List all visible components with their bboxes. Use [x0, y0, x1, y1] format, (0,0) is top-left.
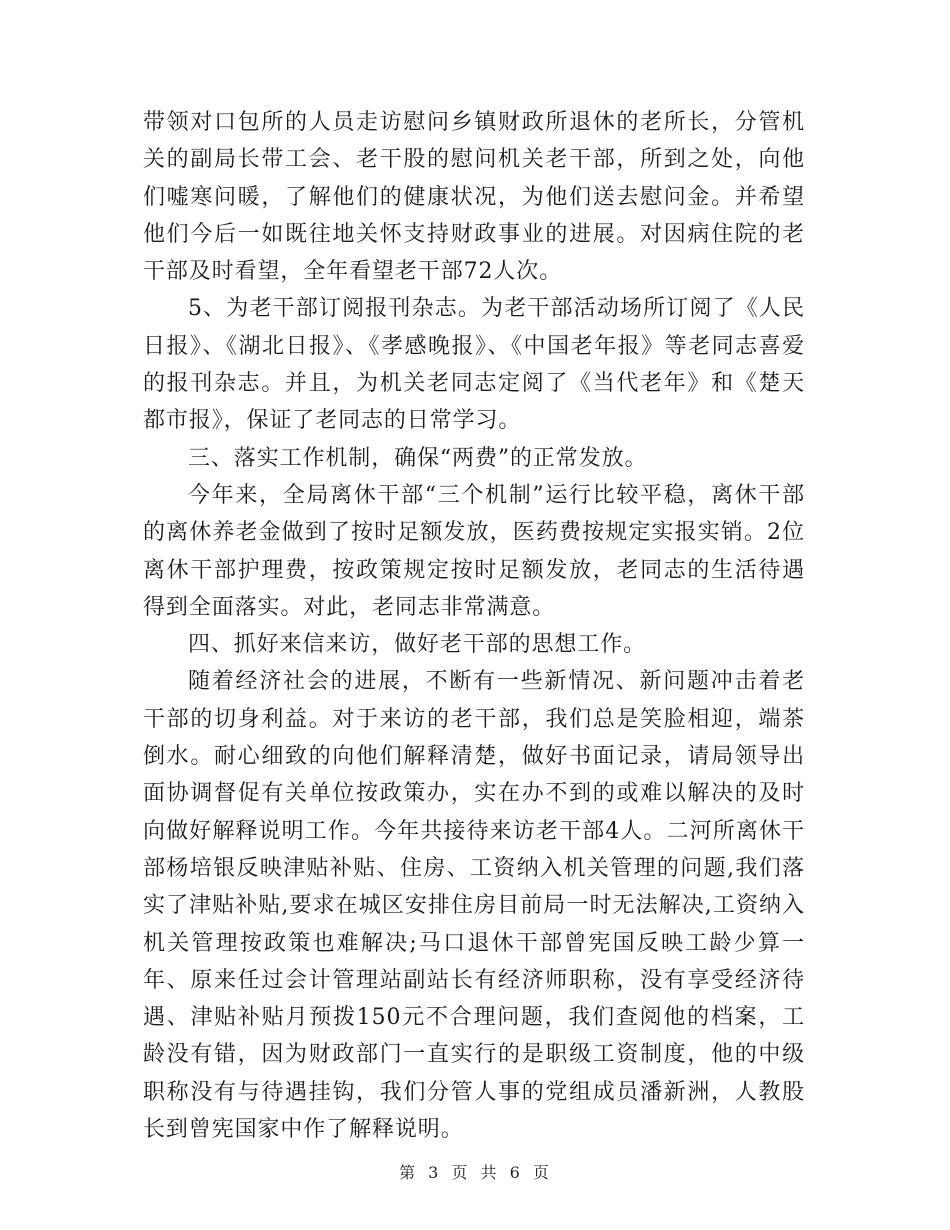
page-number-footer: 第 3 页 共 6 页 [399, 1163, 551, 1182]
section-heading-work-mechanism: 三、落实工作机制，确保“两费”的正常发放。 [188, 445, 648, 471]
paragraph-retirement-pay: 今年来，全局离休干部“三个机制”运行比较平稳，离休干部的离休养老金做到了按时足额发放，医药费按规定实报实销。2位离休干部护理费，按政策规定按时足额发放，老同志的生活待遇得到全面落实。对此，老同志非常满意。 [143, 482, 805, 620]
document-body [143, 104, 805, 1148]
paragraph-subscriptions: 5、为老干部订阅报刊杂志。为老干部活动场所订阅了《人民日报》、《湖北日报》、《孝感晚报》、《中国老年报》等老同志喜爱的报刊杂志。并且，为机关老同志定阅了《当代老年》和《楚天都市报》，保证了老同志的日常学习。 [143, 296, 805, 434]
paragraph-continuation: 带领对口包所的人员走访慰问乡镇财政所退休的老所长，分管机关的副局长带工会、老干股的慰问机关老干部，所到之处，向他们嘘寒问暖，了解他们的健康状况，为他们送去慰问金。并希望他们今后一如既往地关怀支持财政事业的进展。对因病住院的老干部及时看望，全年看望老干部72人次。 [143, 110, 805, 285]
section-heading-visits: 四、抓好来信来访，做好老干部的思想工作。 [188, 632, 647, 658]
paragraph-visits-detail: 随着经济社会的进展，不断有一些新情况、新问题冲击着老干部的切身利益。对于来访的老干部，我们总是笑脸相迎，端茶倒水。耐心细致的向他们解释清楚，做好书面记录，请局领导出面协调督促有关单位按政策办，实在办不到的或难以解决的及时向做好解释说明工作。今年共接待来访老干部4人。二河所离休干部杨培银反映津贴补贴、住房、工资纳入机关管理的问题,我们落实了津贴补贴,要求在城区安排住房目前局一时无法解决,工资纳入机关管理按政策也难解决;马口退休干部曾宪国反映工龄少算一年、原来任过会计管理站副站长有经济师职称，没有享受经济待遇、津贴补贴月预拨150元不合理问题，我们查阅他的档案，工龄没有错，因为财政部门一直实行的是职级工资制度，他的中级职称没有与待遇挂钩，我们分管人事的党组成员潘新洲，人教股长到曾宪国家中作了解释说明。 [143, 669, 805, 1143]
